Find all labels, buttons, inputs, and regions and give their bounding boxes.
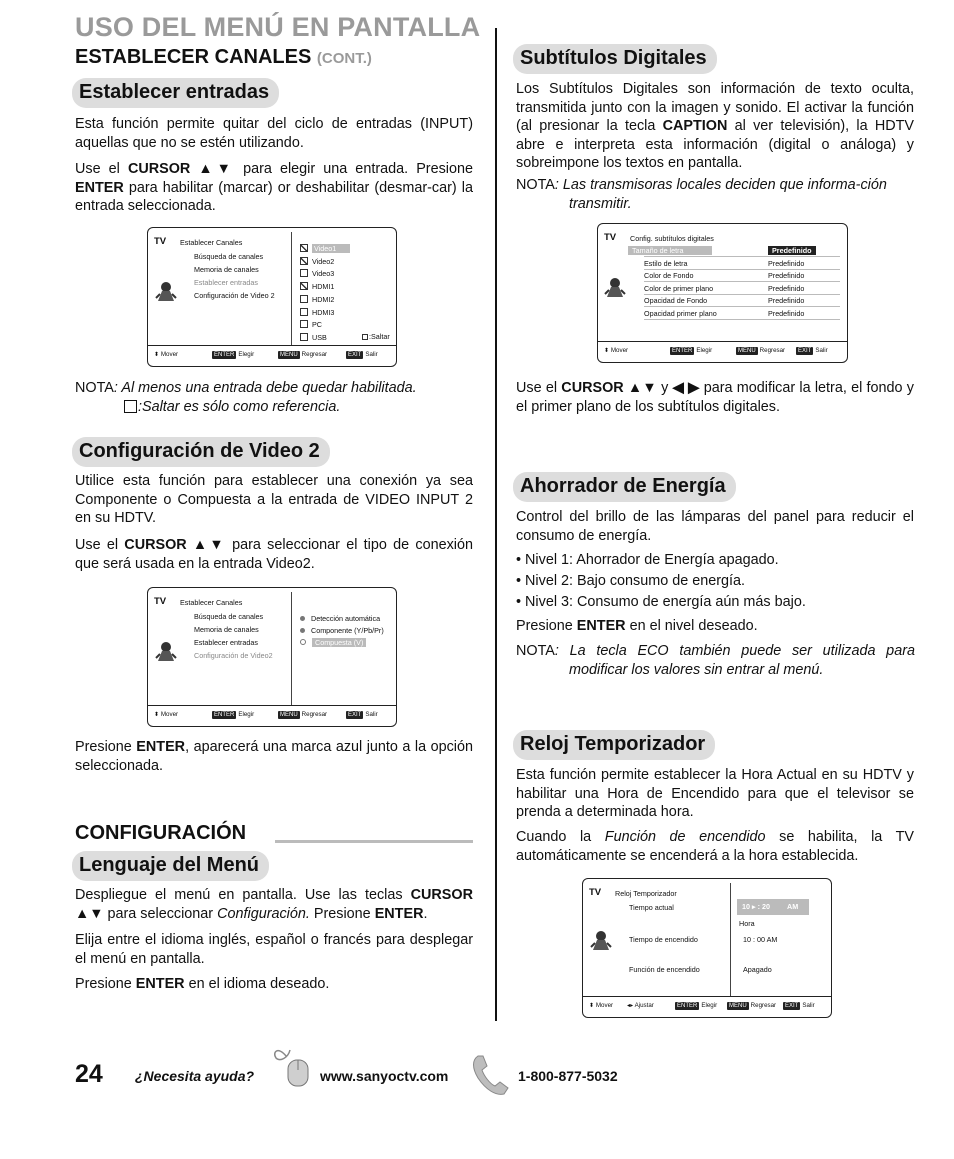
checked-box-icon xyxy=(300,282,308,290)
bar-menu-label: Regresar xyxy=(759,347,786,354)
menu-key: MENU xyxy=(729,1003,747,1009)
subtitle-setting-label[interactable]: Color de primer plano xyxy=(644,283,714,293)
menu-item-memoria[interactable]: Memoria de canales xyxy=(194,625,259,634)
input-option[interactable] xyxy=(300,244,350,253)
tv-menu-video2 xyxy=(147,587,397,727)
row-separator xyxy=(644,306,840,307)
menu-bottom-bar xyxy=(598,341,847,362)
menu-figure-icon xyxy=(155,640,177,662)
enter-key: ENTER xyxy=(75,179,124,196)
config-paragraph-2: Elija entre el idioma inglés, español o francés para desplegar el menú en pantalla. xyxy=(75,932,473,967)
text: Los Subtítulos Digitales son información de texto oculta, transmitida junto con la imagen y sonido. El activar la función (al presionar la tecla xyxy=(516,81,914,134)
bar-adjust-label: Ajustar xyxy=(634,1002,654,1009)
page-number: 24 xyxy=(75,1060,103,1088)
radio-icon xyxy=(300,639,306,645)
config-paragraph-3 xyxy=(75,975,473,994)
entradas-paragraph-1: Esta función permite quitar del ciclo de entradas (INPUT) aquellas que no se estén utilizando. xyxy=(75,116,473,151)
input-option[interactable] xyxy=(300,282,334,291)
bar-menu xyxy=(736,347,785,355)
subtitle-setting-value[interactable]: Predefinido xyxy=(768,246,816,255)
nota-label: NOTA xyxy=(75,380,114,396)
nota-label: NOTA xyxy=(516,643,555,659)
bar-move-label: Mover xyxy=(595,1002,614,1009)
row-funcion-encendido[interactable]: Función de encendido xyxy=(629,965,700,974)
level-item: • Nivel 2: Bajo consumo de energía. xyxy=(516,573,746,589)
level-item: • Nivel 3: Consumo de energía aún más bajo. xyxy=(516,594,806,610)
reloj-paragraph-1: Esta función permite establecer la Hora Actual en su HDTV y habilitar una Hora de Encendido para que el televisor se prenda a determinada hora. xyxy=(516,767,914,820)
menu-item-busqueda[interactable]: Búsqueda de canales xyxy=(194,612,264,621)
exit-key: EXIT xyxy=(348,712,362,718)
text: para seleccionar el tipo de conexión que será usada en la entrada Video2. xyxy=(75,537,473,572)
subtitle-setting-label[interactable]: Estilo de letra xyxy=(644,258,688,268)
bar-exit xyxy=(346,711,378,719)
checked-box-icon xyxy=(300,244,308,252)
input-option-label: Video1 xyxy=(312,244,350,253)
enter-key: ENTER xyxy=(677,1003,698,1009)
bar-adjust: ◂▸ Ajustar xyxy=(627,1002,654,1009)
time-on-value[interactable]: 10 : 00 AM xyxy=(743,935,778,944)
heading-establecer-entradas: Establecer entradas xyxy=(72,78,279,108)
level-item: • Nivel 1: Ahorrador de Energía apagado. xyxy=(516,552,779,568)
text: para elegir una entrada. Presione xyxy=(235,161,473,177)
cursor-key: CURSOR ▲▼ xyxy=(127,161,236,177)
subtitle-text: ESTABLECER CANALES xyxy=(75,46,312,68)
menu-title: Establecer Canales xyxy=(180,598,243,607)
input-option[interactable] xyxy=(300,269,334,278)
config-paragraph-1 xyxy=(75,886,473,923)
tv-label: TV xyxy=(589,887,602,898)
heading-reloj-temporizador: Reloj Temporizador xyxy=(513,730,715,760)
heading-subtitulos-digitales: Subtítulos Digitales xyxy=(513,44,717,74)
tv-label: TV xyxy=(154,236,167,247)
ahorrador-levels xyxy=(516,550,806,613)
bar-exit-label: Salir xyxy=(365,711,378,718)
tv-menu-establecer-entradas xyxy=(147,227,397,367)
subtitle-setting-value[interactable]: Predefinido xyxy=(768,258,805,268)
menu-figure-icon xyxy=(604,276,626,298)
skip-box-icon xyxy=(362,334,368,340)
subtitulos-paragraph-1 xyxy=(516,80,914,173)
time-current-value: 10 ▸ : 20 xyxy=(742,902,770,911)
tv-label: TV xyxy=(154,596,167,607)
bar-move-label: Mover xyxy=(610,347,629,354)
text: Cuando la xyxy=(516,829,605,845)
bar-enter xyxy=(670,347,712,355)
menu-figure-icon xyxy=(590,929,612,951)
bar-move: ⬍ Mover xyxy=(604,347,629,354)
tv-menu-reloj xyxy=(582,878,832,1018)
bar-menu xyxy=(278,711,327,719)
nota-text: : Al menos una entrada debe quedar habilitada. xyxy=(113,380,417,396)
entradas-nota-2 xyxy=(124,398,474,417)
bar-exit xyxy=(346,351,378,359)
bar-menu-label: Regresar xyxy=(750,1002,777,1009)
nota-label: NOTA xyxy=(516,177,555,193)
text: Despliegue el menú en pantalla. Use las teclas xyxy=(75,887,411,903)
text: , aparecerá una marca azul junto a la opción seleccionada. xyxy=(75,739,473,774)
subtitle-setting-label[interactable]: Opacidad primer plano xyxy=(644,309,717,318)
bar-menu xyxy=(727,1002,776,1010)
text: Presione xyxy=(75,739,137,755)
bar-exit-label: Salir xyxy=(802,1002,815,1009)
tv-label: TV xyxy=(604,232,617,243)
option-compuesta[interactable] xyxy=(300,638,366,647)
menu-item-video2[interactable]: Configuración de Video2 xyxy=(194,651,273,660)
subtitle-setting-value[interactable]: Predefinido xyxy=(768,309,805,318)
input-option-label: USB xyxy=(312,332,327,342)
section-rule xyxy=(275,840,473,843)
text: para modificar la letra, el fondo y el primer plano de los subtítulos digitales. xyxy=(516,380,914,415)
bar-enter-label: Elegir xyxy=(696,347,713,354)
entradas-nota xyxy=(75,379,475,398)
website-link[interactable]: www.sanyoctv.com xyxy=(320,1068,449,1084)
caption-key: CAPTION xyxy=(662,118,728,134)
skip-square-icon xyxy=(124,400,137,413)
input-option-label: HDMI2 xyxy=(312,294,335,304)
text: y xyxy=(656,380,673,396)
menu-title: Establecer Canales xyxy=(180,238,243,247)
enter-key: ENTER xyxy=(214,712,235,718)
exit-key: EXIT xyxy=(785,1003,799,1009)
text: Presione xyxy=(75,976,136,992)
menu-title: Config. subtítulos digitales xyxy=(630,234,714,243)
row-separator xyxy=(644,256,840,257)
bar-move-label: Mover xyxy=(160,351,179,358)
menu-bottom-bar xyxy=(148,345,396,366)
input-option-label: Video2 xyxy=(312,256,335,266)
bar-enter-label: Elegir xyxy=(701,1002,718,1009)
subtitle-setting-value[interactable]: Predefinido xyxy=(768,271,805,281)
checkbox-icon xyxy=(300,295,308,303)
row-separator xyxy=(644,269,840,270)
bar-enter-label: Elegir xyxy=(238,711,255,718)
bar-menu-label: Regresar xyxy=(301,711,328,718)
video2-paragraph-3 xyxy=(75,738,473,775)
subtitle-setting-value[interactable]: Predefinido xyxy=(768,296,805,306)
option-label: Detección automática xyxy=(311,614,381,623)
phone-number: 1-800-877-5032 xyxy=(518,1068,618,1084)
subtitle-setting-label[interactable]: Tamaño de letra xyxy=(628,246,712,255)
row-tiempo-encendido[interactable]: Tiempo de encendido xyxy=(629,935,698,944)
option-componente[interactable] xyxy=(300,626,384,635)
menu-item-busqueda[interactable]: Búsqueda de canales xyxy=(194,252,264,261)
cursor-key: CURSOR ▲▼ xyxy=(75,887,473,922)
menu-item-establecer-entradas[interactable]: Establecer entradas xyxy=(194,638,258,647)
menu-figure-icon xyxy=(155,280,177,302)
mouse-icon xyxy=(268,1042,316,1088)
bar-exit xyxy=(796,347,828,355)
menu-separator xyxy=(291,232,292,346)
menu-separator xyxy=(291,592,292,706)
menu-title: Reloj Temporizador xyxy=(615,889,677,898)
ahorrador-nota xyxy=(516,642,915,679)
menu-key: MENU xyxy=(280,712,298,718)
tv-menu-subtitulos xyxy=(597,223,848,363)
nota-2-text: :Saltar es sólo como referencia. xyxy=(138,399,341,415)
row-separator xyxy=(644,281,840,282)
heading-lenguaje-menu: Lenguaje del Menú xyxy=(72,851,269,881)
input-option-label: HDMI3 xyxy=(312,307,335,317)
text: en el nivel deseado. xyxy=(625,618,758,634)
bar-menu-label: Regresar xyxy=(301,351,328,358)
bar-move: ⬍ Mover xyxy=(154,351,179,358)
section-subtitle xyxy=(75,46,372,69)
bar-enter-label: Elegir xyxy=(238,351,255,358)
row-tiempo-actual[interactable]: Tiempo actual xyxy=(629,903,674,912)
text: . xyxy=(423,905,428,922)
arrow-keys: ◀ ▶ xyxy=(672,380,700,396)
subtitle-setting-label[interactable]: Opacidad de Fondo xyxy=(644,296,708,306)
input-option-label: Video3 xyxy=(312,269,335,279)
bar-move: ⬍ Mover xyxy=(589,1002,614,1009)
entradas-paragraph-2 xyxy=(75,160,473,216)
subtitle-setting-value[interactable]: Predefinido xyxy=(768,283,805,293)
nota-text: : La tecla ECO también puede ser utilizada para modificar los valores sin entrar al menú. xyxy=(554,643,915,678)
menu-separator xyxy=(730,883,731,997)
enter-key: ENTER xyxy=(135,976,185,992)
section-configuracion: CONFIGURACIÓN xyxy=(75,822,247,844)
exit-key: EXIT xyxy=(348,352,362,358)
text: Use el xyxy=(75,161,128,177)
ahorrador-paragraph-2 xyxy=(516,617,914,636)
menu-bottom-bar xyxy=(148,705,396,726)
exit-key: EXIT xyxy=(798,348,812,354)
bar-move-label: Mover xyxy=(160,711,179,718)
page-title: USO DEL MENÚ EN PANTALLA xyxy=(75,12,481,42)
func-value[interactable]: Apagado xyxy=(743,965,772,974)
option-deteccion[interactable] xyxy=(300,614,380,623)
input-option[interactable] xyxy=(300,320,322,329)
checkbox-icon xyxy=(300,333,308,341)
text: Use el xyxy=(516,380,562,396)
bar-exit-label: Salir xyxy=(815,347,828,354)
menu-key: MENU xyxy=(280,352,298,358)
bar-exit-label: Salir xyxy=(365,351,378,358)
bar-enter xyxy=(212,711,254,719)
text: en el idioma deseado. xyxy=(184,976,330,992)
enter-key: ENTER xyxy=(672,348,693,354)
bar-enter xyxy=(675,1002,717,1010)
enter-key: ENTER xyxy=(136,739,186,755)
subtitle-setting-label[interactable]: Color de Fondo xyxy=(644,271,694,281)
skip-legend xyxy=(362,332,390,341)
checkbox-icon xyxy=(300,308,308,316)
text: al ver televisión), la HDTV abre e interpreta esta información (digital o análoga) y sobreimpone los textos en pantalla. xyxy=(516,118,915,171)
ahorrador-paragraph-1: Control del brillo de las lámparas del panel para reducir el consumo de energía. xyxy=(516,509,914,544)
input-option[interactable] xyxy=(300,333,327,342)
input-option[interactable] xyxy=(300,257,334,266)
input-option-label: PC xyxy=(312,320,322,330)
menu-item-video2[interactable]: Configuración de Video 2 xyxy=(194,291,275,300)
bar-move: ⬍ Mover xyxy=(154,711,179,718)
option-label: Compuesta (V) xyxy=(312,638,366,647)
time-current-ampm: AM xyxy=(787,902,799,911)
nota-text: : Las transmisoras locales deciden que informa-ción transmitir. xyxy=(554,177,887,212)
menu-key: MENU xyxy=(738,348,756,354)
video2-paragraph-1: Utilice esta función para establecer una conexión ya sea Componente o Compuesta a la entrada de VIDEO INPUT 2 en su HDTV. xyxy=(75,473,473,526)
enter-key: ENTER xyxy=(214,352,235,358)
row-separator xyxy=(644,294,840,295)
radio-icon xyxy=(300,628,305,633)
subtitle-cont: (CONT.) xyxy=(316,50,372,67)
text: Use el xyxy=(75,537,125,553)
text: para seleccionar xyxy=(103,905,218,922)
bar-exit xyxy=(783,1002,815,1010)
video2-paragraph-2 xyxy=(75,536,473,573)
phone-icon xyxy=(470,1052,514,1098)
enter-key: ENTER xyxy=(374,905,424,922)
menu-item-establecer-entradas[interactable]: Establecer entradas xyxy=(194,278,258,287)
funcion-encendido-text: Función de encendido xyxy=(604,829,766,845)
subtitulos-paragraph-2 xyxy=(516,379,914,416)
configuracion-text: Configuración. xyxy=(217,905,310,922)
text: para habilitar (marcar) or deshabilitar (desmar-car) la entrada seleccionada. xyxy=(75,179,473,214)
hora-label: Hora xyxy=(739,919,755,928)
option-label: Componente (Y/Pb/Pr) xyxy=(311,626,384,635)
heading-ahorrador-energia: Ahorrador de Energía xyxy=(513,472,736,502)
help-text: ¿Necesita ayuda? xyxy=(135,1068,255,1084)
input-option-label: HDMI1 xyxy=(312,282,335,292)
enter-key: ENTER xyxy=(576,618,626,634)
text: Presione xyxy=(309,905,375,922)
menu-item-memoria[interactable]: Memoria de canales xyxy=(194,265,259,274)
checkbox-icon xyxy=(300,320,308,328)
row-separator xyxy=(644,319,840,320)
text: se habilita, la TV automáticamente se encenderá a la hora establecida. xyxy=(516,829,915,864)
subtitulos-nota xyxy=(516,176,914,213)
bar-enter xyxy=(212,351,254,359)
input-option[interactable] xyxy=(300,308,334,317)
cursor-key: CURSOR ▲▼ xyxy=(124,537,226,553)
cursor-key: CURSOR ▲▼ xyxy=(561,380,657,396)
skip-label: :Saltar xyxy=(369,332,390,341)
radio-icon xyxy=(300,616,305,621)
time-current-field[interactable] xyxy=(737,899,809,915)
reloj-paragraph-2 xyxy=(516,828,914,865)
checkbox-icon xyxy=(300,269,308,277)
column-divider xyxy=(495,28,497,1021)
bar-menu xyxy=(278,351,327,359)
heading-configuracion-video2: Configuración de Video 2 xyxy=(72,437,330,467)
text: Presione xyxy=(516,618,577,634)
menu-bottom-bar xyxy=(583,996,831,1017)
input-option[interactable] xyxy=(300,295,334,304)
checked-box-icon xyxy=(300,257,308,265)
